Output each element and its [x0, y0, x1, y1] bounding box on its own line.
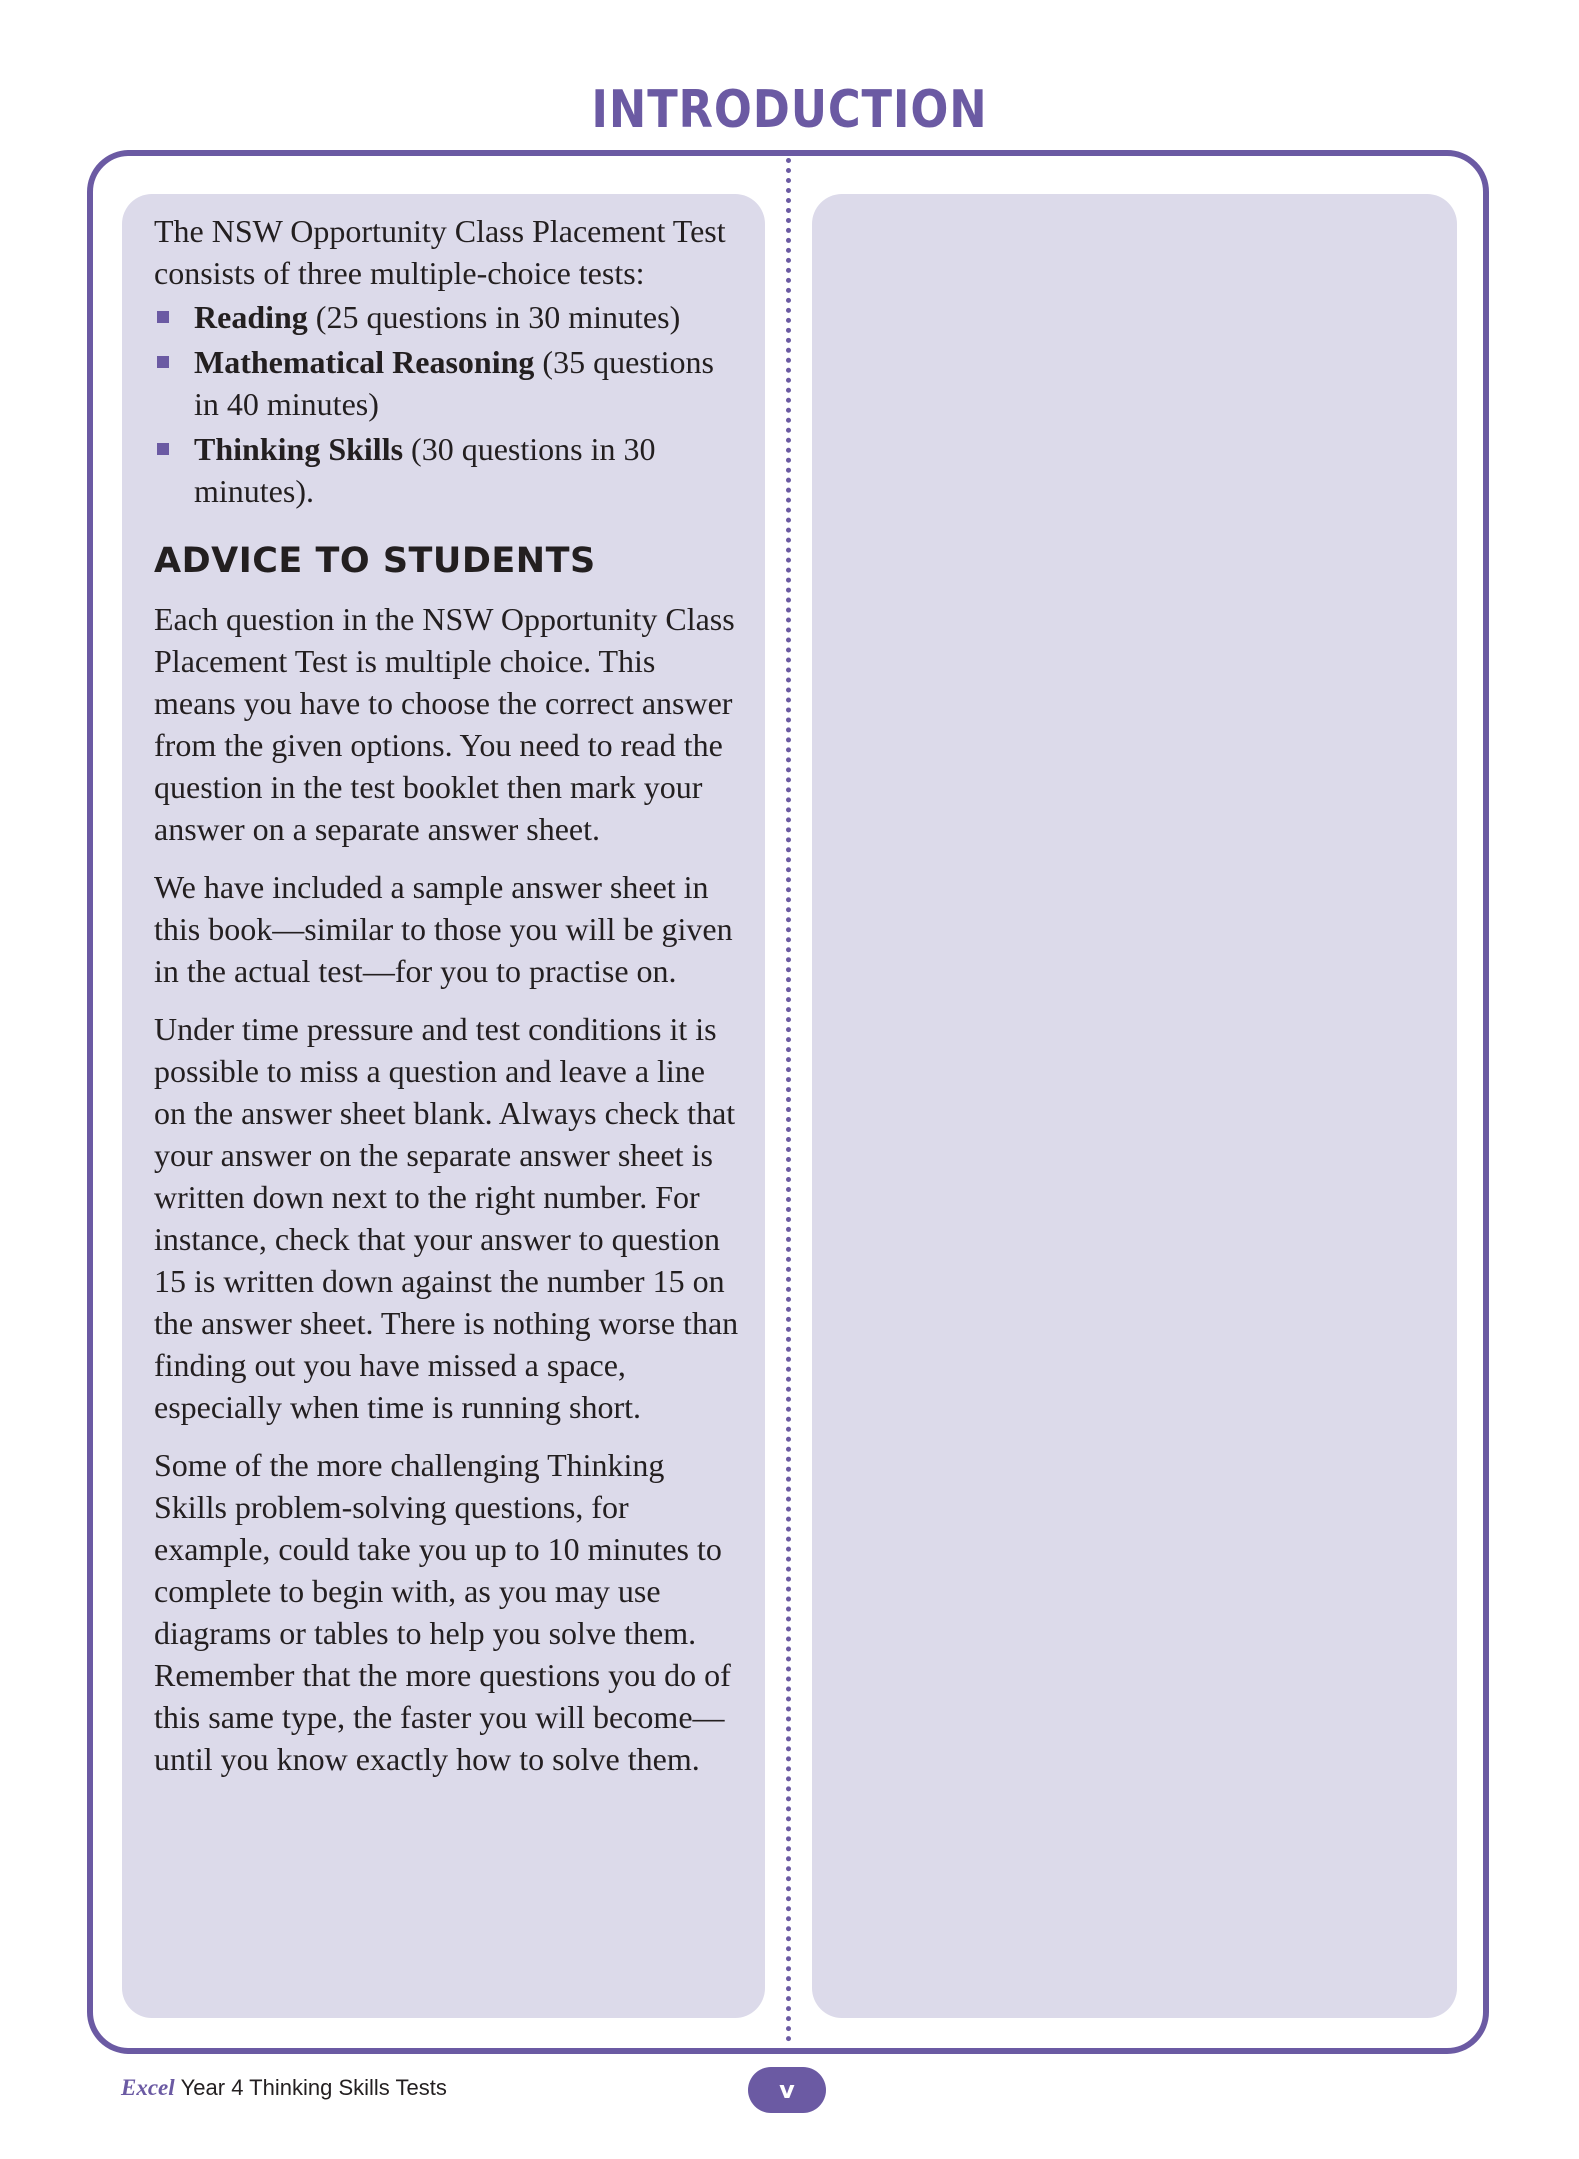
advice-paragraph: Some of the more challenging Thinking Skills problem-solving questions, for example, could take you up to 10 minutes to complete to begin with, as you may use diagrams or tables to help you solve them. Remember that the more questions you do of this same type, the faster you will become—until you know exactly how to solve them. [154, 1447, 731, 1777]
test-name: Thinking Skills [194, 431, 404, 467]
square-bullet-icon [157, 356, 169, 368]
page-number-badge: v [748, 2067, 826, 2113]
test-detail: (25 questions in 30 minutes) [307, 299, 681, 335]
list-item [154, 296, 744, 338]
footer-brand-logo: Excel [121, 2075, 175, 2100]
test-detail: (30 questions in 30 minutes). [194, 431, 656, 509]
advice-paragraph: We have included a sample answer sheet in this book—similar to those you will be given in the actual test—for you to practise on. [154, 869, 733, 989]
test-name: Mathematical Reasoning [194, 344, 535, 380]
test-list [154, 296, 744, 512]
footer-book-title [121, 2075, 447, 2101]
list-item [154, 341, 744, 425]
advice-heading: ADVICE TO STUDENTS [154, 541, 596, 581]
test-name: Reading [194, 299, 308, 335]
intro-paragraph: The NSW Opportunity Class Placement Test consists of three multiple-choice tests: [154, 213, 726, 291]
advice-paragraph: Each question in the NSW Opportunity Class Placement Test is multiple choice. This means you have to choose the correct answer from the given options. You need to read the question in the test booklet then mark your answer on a separate answer sheet. [154, 601, 735, 847]
column-divider [786, 158, 791, 2043]
advice-paragraph: Under time pressure and test conditions it is possible to miss a question and leave a line on the answer sheet blank. Always check that your answer on the separate answer sheet is written down next to the right number. For instance, check that your answer to question 15 is written down against the number 15 on the answer sheet. There is nothing worse than finding out you have missed a space, especially when time is running short. [154, 1011, 739, 1425]
square-bullet-icon [157, 311, 169, 323]
right-blank-panel [812, 194, 1457, 2018]
square-bullet-icon [157, 443, 169, 455]
test-detail: (35 questions in 40 minutes) [194, 344, 714, 422]
list-item [154, 428, 744, 512]
left-column-content [154, 210, 744, 1796]
page-title: INTRODUCTION [591, 80, 988, 140]
footer-title-text: Year 4 Thinking Skills Tests [180, 2075, 447, 2100]
